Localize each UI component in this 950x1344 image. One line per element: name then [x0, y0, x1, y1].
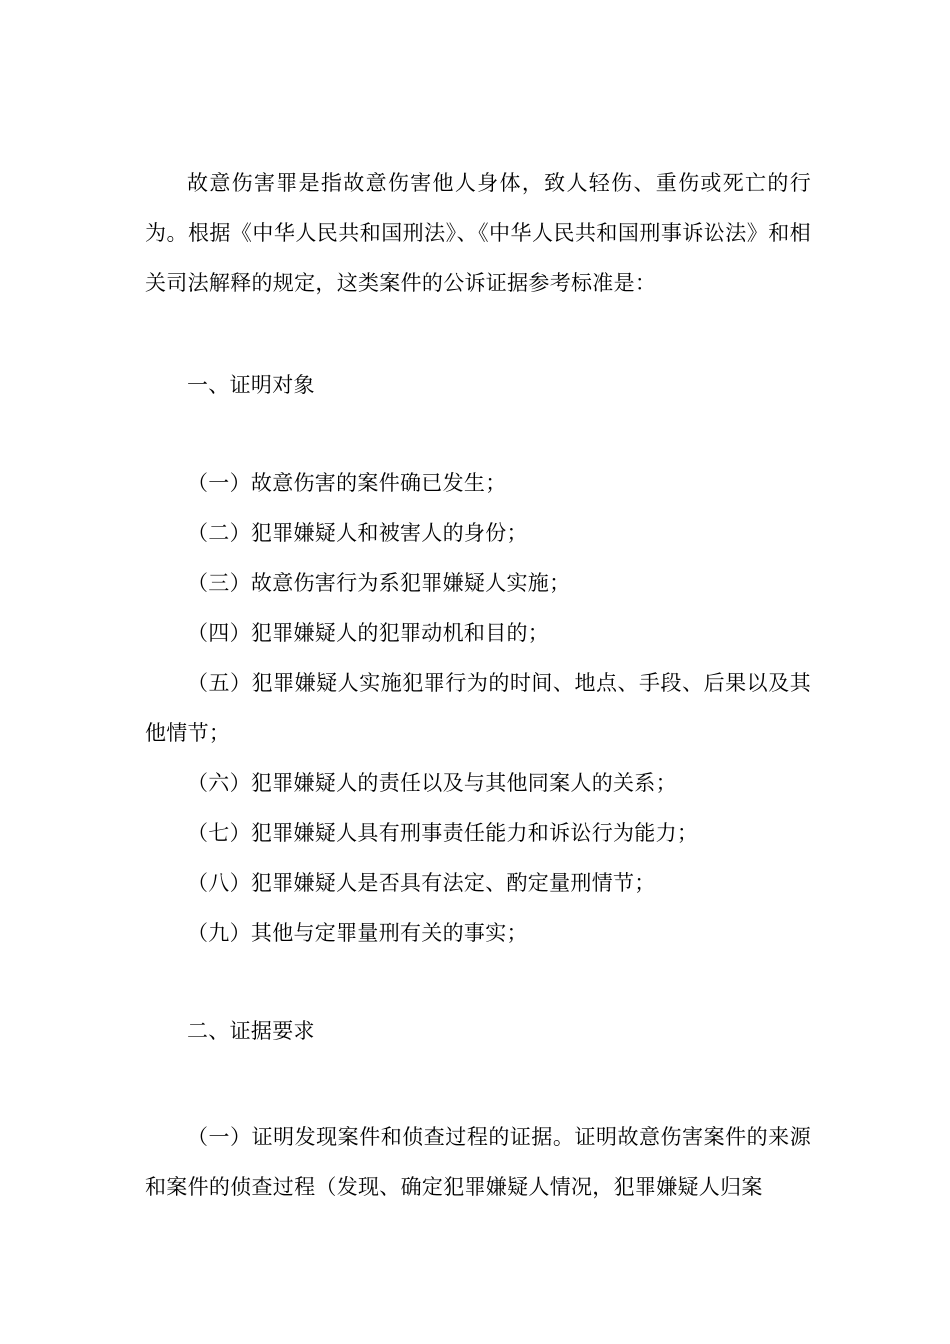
section-heading-evidence-requirements: 二、证据要求: [187, 1019, 315, 1043]
list-item: （一）故意伤害的案件确已发生；: [187, 471, 507, 495]
intro-paragraph: 故意伤害罪是指故意伤害他人身体，致人轻伤、重伤或死亡的行为。根据《中华人民共和国刑法》、《中华人民共和国刑事诉讼法》和相关司法解释的规定，这类案件的公诉证据参考标准是：: [145, 171, 811, 295]
list-item: （八）犯罪嫌疑人是否具有法定、酌定量刑情节；: [187, 871, 656, 895]
list-item: （六）犯罪嫌疑人的责任以及与其他同案人的关系；: [187, 771, 677, 795]
section-heading-proof-objects: 一、证明对象: [187, 373, 315, 397]
list-item: （五）犯罪嫌疑人实施犯罪行为的时间、地点、手段、后果以及其他情节；: [145, 671, 811, 745]
list-item: （九）其他与定罪量刑有关的事实；: [187, 921, 528, 945]
list-item: （四）犯罪嫌疑人的犯罪动机和目的；: [187, 621, 550, 645]
list-item: （七）犯罪嫌疑人具有刑事责任能力和诉讼行为能力；: [187, 821, 699, 845]
list-item: （三）故意伤害行为系犯罪嫌疑人实施；: [187, 571, 571, 595]
list-item: （一）证明发现案件和侦查过程的证据。证明故意伤害案件的来源和案件的侦查过程（发现、确定犯罪嫌疑人情况，犯罪嫌疑人归案: [145, 1125, 811, 1199]
list-item: （二）犯罪嫌疑人和被害人的身份；: [187, 521, 528, 545]
